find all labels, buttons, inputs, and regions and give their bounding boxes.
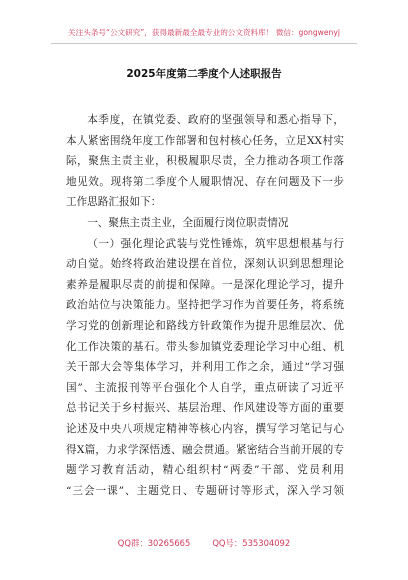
section-heading: 一、聚焦主责主业，全面履行岗位职责情况 [87,216,289,229]
body-line: 动自觉。始终将政治建设摆在首位，深刻认识到思想理论 [66,258,344,271]
footer-qq-group: QQ群：30265665 [117,538,191,548]
body-line: 学习党的创新理论和路线方针政策作为提升思维层次、优 [66,319,344,332]
footer-qq-number: QQ号：535304092 [212,538,291,548]
body-line: 总书记关于乡村振兴、基层治理、作风建设等方面的重要 [66,402,344,415]
body-line: 际，聚焦主责主业，积极履职尽责，全力推动各项工作落 [66,155,344,168]
document-body [66,110,344,501]
body-line: 政治站位与决策能力。坚持把学习作为首要任务，将系统 [66,299,344,312]
body-line: 国”、主流报刊等平台强化个人自学，重点研读了习近平 [66,381,344,394]
body-line: “三会一课”、主题党日、专题研讨等形式，深入学习领 [66,484,344,497]
body-line: 题学习教育活动，精心组织村“两委”干部、党员利用 [66,464,344,477]
body-line: 素养是履职尽责的前提和保障。一是深化理论学习，提升 [66,278,344,291]
body-line: （一）强化理论武装与党性锤炼，筑牢思想根基与行 [87,237,344,250]
header-promo-note: 关注头条号“公文研究”，获得最新最全最专业的公文资料库！ 微信：gongwenyj [68,28,340,37]
body-line: 本季度，在镇党委、政府的坚强领导和悉心指导下， [87,114,344,126]
body-line: 工作思路汇报如下： [66,196,162,209]
footer-contact [0,537,408,549]
body-line: 化工作决策的基石。带头参加镇党委理论学习中心组、机 [66,340,344,353]
header-divider [51,43,357,44]
body-line: 论述及中央八项规定精神等核心内容，撰写学习笔记与心 [66,422,344,435]
body-line: 本人紧密围绕年度工作部署和包村核心任务，立足XX村实 [66,134,344,147]
body-line: 地见效。现将第二季度个人履职情况、存在问题及下一步 [66,175,344,188]
body-line: 关干部大会等集体学习，并利用工作之余，通过“学习强 [66,361,344,374]
document-title: 2025年度第二季度个人述职报告 [126,68,282,80]
body-line: 得X篇，力求学深悟透、融会贯通。紧密结合当前开展的专 [66,443,344,456]
